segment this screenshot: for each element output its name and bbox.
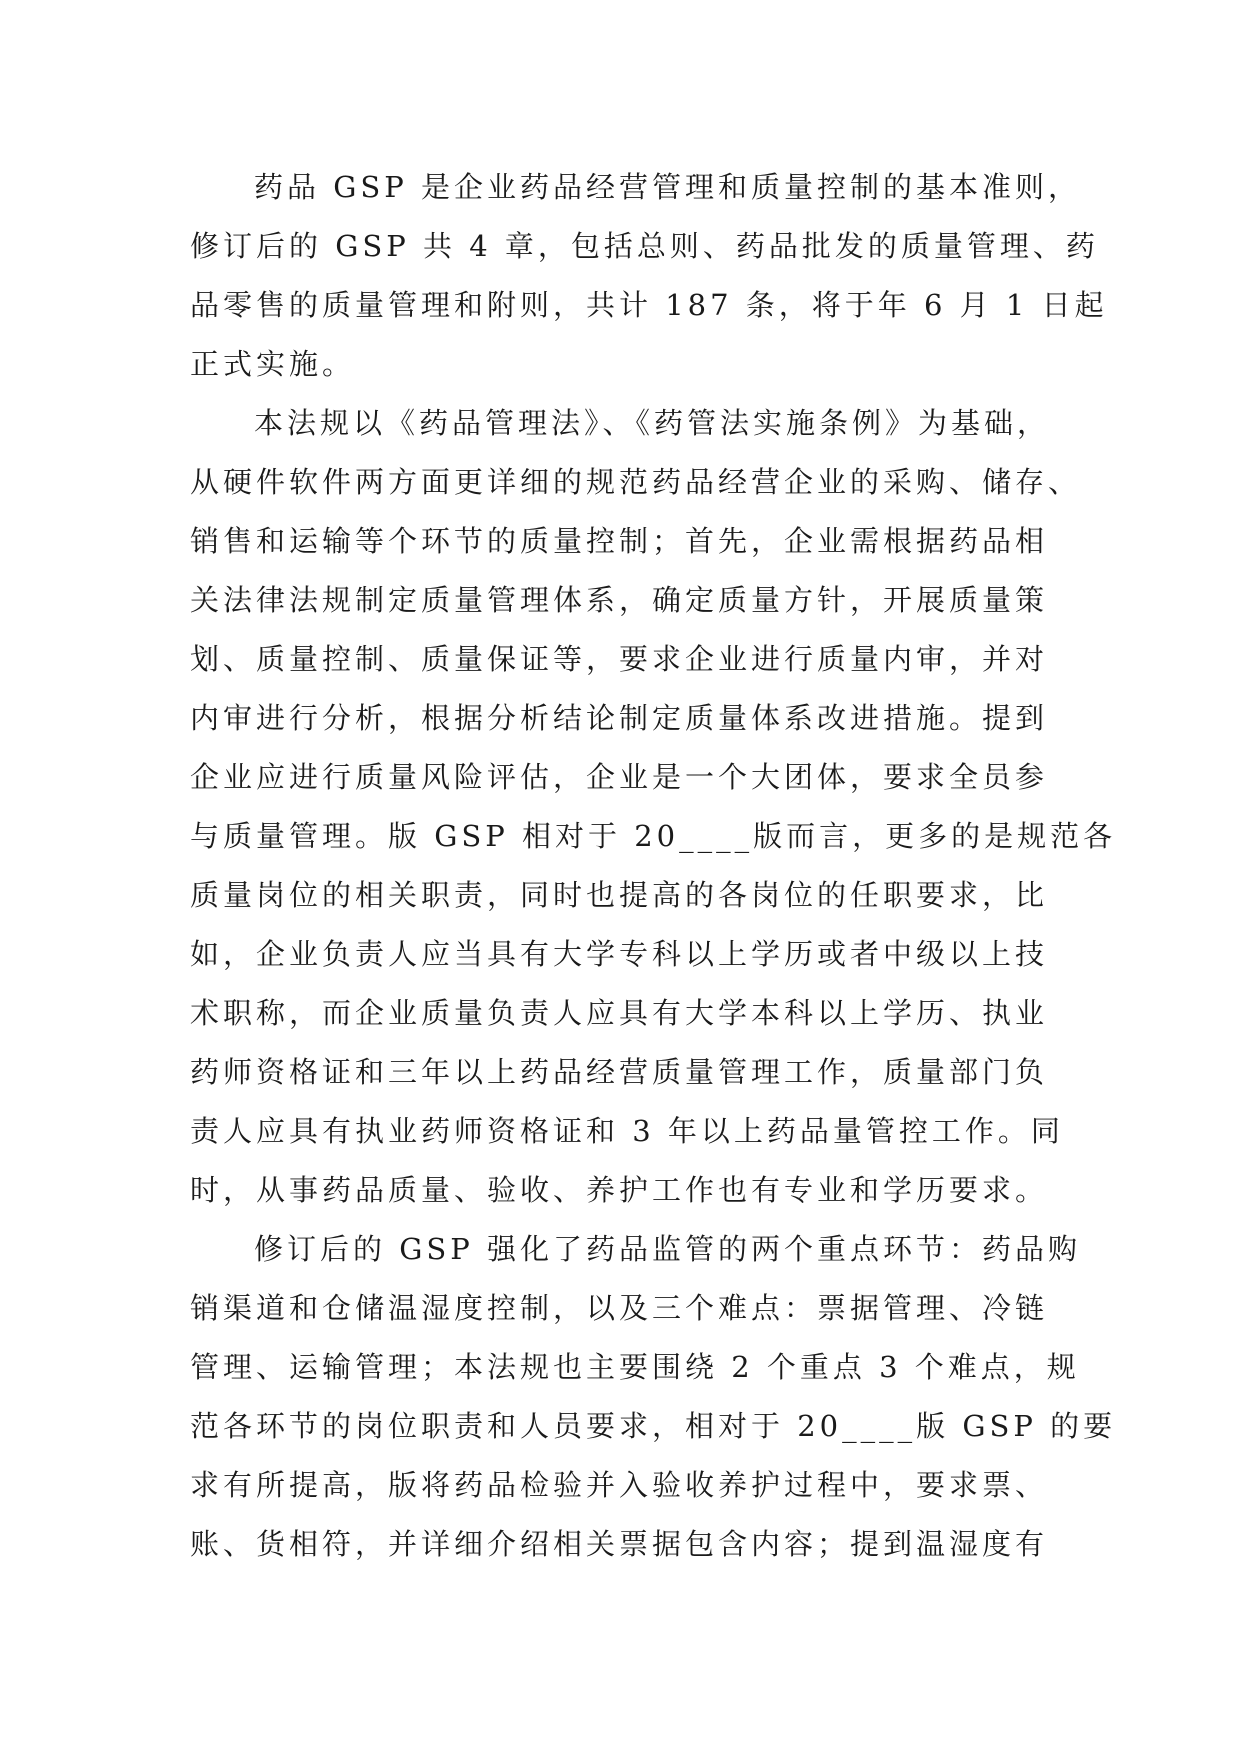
text-line: 术职称，而企业质量负责人应具有大学本科以上学历、执业 <box>190 996 1049 1030</box>
text-line: 范各环节的岗位职责和人员要求，相对于 20____版 GSP 的要 <box>190 1409 1117 1443</box>
text-line: 销渠道和仓储温湿度控制，以及三个难点：票据管理、冷链 <box>190 1291 1049 1325</box>
text-line: 药品 GSP 是企业药品经营管理和质量控制的基本准则， <box>254 170 1081 204</box>
text-line: 销售和运输等个环节的质量控制；首先，企业需根据药品相 <box>190 524 1049 558</box>
text-line: 划、质量控制、质量保证等，要求企业进行质量内审，并对 <box>190 642 1049 676</box>
text-line: 如，企业负责人应当具有大学专科以上学历或者中级以上技 <box>190 937 1049 971</box>
text-line: 责人应具有执业药师资格证和 3 年以上药品量管控工作。同 <box>190 1114 1064 1148</box>
text-line: 与质量管理。版 GSP 相对于 20____版而言，更多的是规范各 <box>190 819 1117 853</box>
text-line: 修订后的 GSP 强化了药品监管的两个重点环节：药品购 <box>254 1232 1081 1266</box>
text-line: 求有所提高，版将药品检验并入验收养护过程中，要求票、 <box>190 1468 1049 1502</box>
text-line: 本法规以《药品管理法》、《药管法实施条例》为基础， <box>254 406 1051 440</box>
paragraph <box>190 158 1108 394</box>
text-line: 修订后的 GSP 共 4 章，包括总则、药品批发的质量管理、药 <box>190 229 1099 263</box>
text-line: 时，从事药品质量、验收、养护工作也有专业和学历要求。 <box>190 1173 1049 1207</box>
text-line: 企业应进行质量风险评估，企业是一个大团体，要求全员参 <box>190 760 1049 794</box>
paragraph <box>190 394 1117 1220</box>
text-line: 正式实施。 <box>190 347 356 381</box>
text-line: 品零售的质量管理和附则，共计 187 条，将于年 6 月 1 日起 <box>190 288 1108 322</box>
text-line: 质量岗位的相关职责，同时也提高的各岗位的任职要求，比 <box>190 878 1049 912</box>
text-line: 药师资格证和三年以上药品经营质量管理工作，质量部门负 <box>190 1055 1049 1089</box>
text-line: 账、货相符，并详细介绍相关票据包含内容；提到温湿度有 <box>190 1527 1049 1561</box>
paragraph <box>190 1220 1117 1574</box>
text-line: 管理、运输管理；本法规也主要围绕 2 个重点 3 个难点，规 <box>190 1350 1080 1384</box>
text-line: 内审进行分析，根据分析结论制定质量体系改进措施。提到 <box>190 701 1049 735</box>
document-body <box>190 158 1117 1574</box>
text-line: 关法律法规制定质量管理体系，确定质量方针，开展质量策 <box>190 583 1049 617</box>
text-line: 从硬件软件两方面更详细的规范药品经营企业的采购、储存、 <box>190 465 1082 499</box>
